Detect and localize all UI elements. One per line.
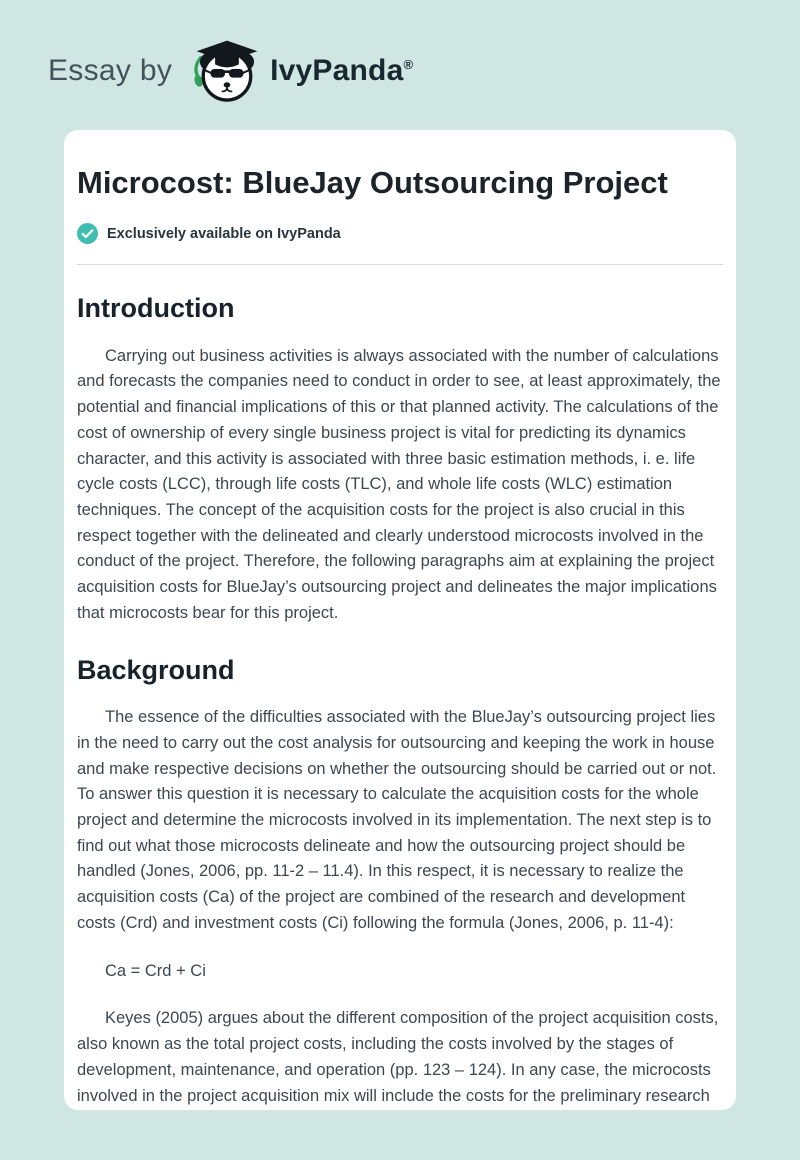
essay-title: Microcost: BlueJay Outsourcing Project — [77, 165, 668, 200]
essay-card — [64, 130, 736, 1110]
paragraph: Keyes (2005) argues about the different composition of the project acquisition costs, also known as the total project costs, including the costs involved by the stages of development, maintenance, and operation (pp. 123 – 124). In any case, the microcosts involved in the project acquisition mix will include the costs for the preliminary research — [77, 1009, 719, 1105]
availability-text: Exclusively available on IvyPanda — [107, 225, 341, 242]
brand-name: IvyPanda — [270, 54, 404, 87]
panda-graduate-icon — [188, 38, 262, 104]
formula: Ca = Crd + Ci — [105, 961, 206, 980]
check-icon — [77, 223, 98, 244]
brand-text — [270, 54, 413, 88]
ivypanda-logo[interactable] — [188, 38, 413, 104]
section-heading-background: Background — [77, 654, 235, 685]
section-heading-introduction: Introduction — [77, 293, 235, 324]
divider — [77, 264, 723, 265]
paragraph: Carrying out business activities is always associated with the number of calculations and forecasts the companies need to conduct in order to see, at least approximately, the potential and financial implications of this or that planned activity. The calculations of the cost of ownership of every single business project is vital for predicting its dynamics character, and this activity is associated with three basic estimation methods, i. e. life cycle costs (LCC), through life costs (TLC), and whole life costs (WLC) estimation techniques. The concept of the acquisition costs for the project is also crucial in this respect together with the delineated and clearly understood microcosts involved in the conduct of the project. Therefore, the following paragraphs aim at explaining the project acquisition costs for BlueJay’s outsourcing project and delineates the major implications that microcosts bear for this project. — [77, 346, 721, 622]
essay-by-label: Essay by — [48, 54, 173, 87]
site-header — [0, 0, 800, 104]
paragraph: The essence of the difficulties associated with the BlueJay’s outsourcing project lies in the need to carry out the cost analysis for outsourcing and keeping the work in house and make respective decisions on whether the outsourcing should be carried out or not. To answer this question it is necessary to calculate the acquisition costs for the whole project and determine the microcosts involved in its implementation. The next step is to find out what those microcosts delineate and how the outsourcing project should be handled (Jones, 2006, pp. 11-2 – 11.4). In this respect, it is necessary to realize the acquisition costs (Ca) of the project are combined of the research and development costs (Crd) and investment costs (Ci) following the formula (Jones, 2006, p. 11-4): — [77, 708, 717, 932]
availability-badge — [77, 223, 723, 244]
registered-mark: ® — [403, 57, 414, 72]
